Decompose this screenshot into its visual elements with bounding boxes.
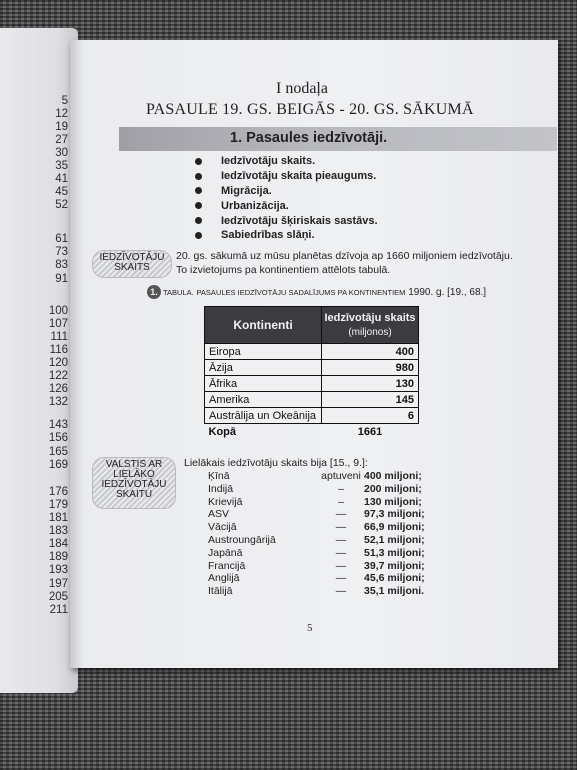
- left-page-number: 169: [48, 459, 68, 471]
- country-name: Japānā: [208, 546, 243, 559]
- list-item: [208, 496, 428, 509]
- country-value: 97,3 miljoni;: [364, 508, 425, 521]
- left-page-number: 132: [48, 396, 68, 408]
- list-item: [208, 585, 428, 598]
- bullet-item: Iedzīvotāju šķiriskais sastāvs.: [195, 213, 378, 228]
- country-mark: —: [335, 521, 347, 534]
- country-mark: —: [335, 585, 347, 598]
- country-name: Vācijā: [208, 521, 237, 534]
- bullet-list: [195, 154, 378, 243]
- left-page-number: 111: [50, 331, 68, 343]
- bullet-item: Migrācija.: [195, 184, 378, 199]
- header-population: Iedzīvotāju skaits (miljonos): [322, 307, 419, 344]
- country-value: 400 miljoni;: [364, 470, 422, 482]
- country-mark: —: [335, 572, 347, 585]
- country-mark: —: [335, 533, 347, 546]
- left-page-number: 193: [48, 564, 68, 576]
- country-value: 45,6 miljoni;: [364, 572, 425, 585]
- country-value: 51,3 miljoni;: [364, 546, 425, 559]
- country-value: 130 miljoni;: [364, 495, 422, 508]
- table-row: Amerika 145: [205, 392, 419, 408]
- left-page-number: 189: [48, 551, 68, 563]
- country-name: Itālijā: [208, 585, 233, 598]
- margin-tag-countries: VALSTIS AR LIELĀKO IEDZĪVOTĀJU SKAITU: [92, 457, 176, 509]
- left-page-number: 5: [61, 95, 68, 107]
- table-number-badge: 1.: [147, 285, 161, 299]
- left-page-number: 179: [48, 499, 68, 511]
- left-page-number: 61: [55, 233, 68, 245]
- left-page-number: 120: [48, 357, 68, 369]
- chapter-heading: I nodaļa: [276, 80, 328, 97]
- country-name: Francijā: [208, 559, 246, 572]
- country-value: 39,7 miljoni;: [364, 559, 425, 572]
- left-page-number: 197: [48, 578, 68, 590]
- list-item: [208, 483, 428, 496]
- list-item: [208, 547, 428, 560]
- left-page-number: 19: [55, 121, 68, 133]
- left-page-number: 176: [48, 486, 68, 498]
- continents-table: [204, 306, 419, 439]
- left-page-number: 122: [48, 370, 68, 382]
- table-row: Austrālija un Okeānija 6: [205, 408, 419, 424]
- left-page-number: 107: [48, 318, 68, 330]
- country-value: 35,1 miljoni.: [364, 585, 425, 598]
- left-page-number: 205: [48, 591, 68, 603]
- bullet-dot-icon: [195, 232, 202, 239]
- list-item: [208, 572, 428, 585]
- left-page-number: 45: [55, 186, 68, 198]
- table-row: Āfrika 130: [205, 376, 419, 392]
- margin-tag-population: IEDZĪVOTĀJU SKAITS: [92, 250, 172, 278]
- country-mark: —: [335, 508, 347, 521]
- list-item: [208, 560, 428, 573]
- country-mark: —: [335, 559, 347, 572]
- table-total-row: Kopā 1661: [208, 425, 383, 438]
- countries-lead: Lielākais iedzīvotāju skaits bija [15., 9.]:: [184, 457, 368, 469]
- country-mark: –: [338, 495, 344, 508]
- list-item: [208, 521, 428, 534]
- country-mark: —: [335, 546, 347, 559]
- left-page-number: 116: [49, 344, 68, 356]
- left-page-number: 211: [49, 604, 68, 616]
- bullet-dot-icon: [195, 173, 202, 180]
- left-page-number: 165: [48, 446, 68, 458]
- country-mark: –: [338, 482, 344, 495]
- list-item: [208, 534, 428, 547]
- bullet-item: Iedzīvotāju skaits.: [195, 154, 378, 169]
- left-page-number: 184: [48, 538, 68, 550]
- country-name: Krievijā: [208, 495, 243, 508]
- left-page-number: 183: [48, 525, 68, 537]
- left-page-number: 100: [48, 305, 68, 317]
- bullet-item: Urbanizācija.: [195, 198, 378, 213]
- left-page-number: 35: [55, 160, 68, 172]
- list-item: [208, 508, 428, 521]
- country-name: ASV: [208, 508, 230, 521]
- left-page-number: 181: [48, 512, 68, 524]
- intro-paragraph: 20. gs. sākumā uz mūsu planētas dzīvoja ap 1660 miljoniem iedzīvotāju. To izvietojums pa kontinentiem attēlots tabulā.: [176, 250, 513, 276]
- main-title: PASAULE 19. GS. BEIGĀS - 20. GS. SĀKUMĀ: [146, 101, 474, 118]
- left-page-number: 30: [55, 147, 68, 159]
- left-page-number: 12: [55, 108, 68, 120]
- page-number: 5: [307, 622, 313, 634]
- country-value: 52,1 miljoni;: [364, 533, 425, 546]
- list-item: [208, 470, 428, 483]
- left-page-number: 143: [48, 419, 68, 431]
- table-header-row: [205, 307, 419, 344]
- left-page-number: 126: [48, 383, 68, 395]
- table-caption: 1. TABULA. PASAULES IEDZĪVOTĀJU SADALĪJUMS PA KONTINENTIEM 1990. g. [19., 68.]: [147, 285, 486, 299]
- section-title: 1. Pasaules iedzīvotāji.: [230, 130, 388, 146]
- left-page-number: 52: [55, 199, 68, 211]
- bullet-dot-icon: [195, 187, 202, 194]
- country-name: Austroungārijā: [208, 533, 276, 546]
- countries-list: [208, 470, 428, 598]
- left-page-number: 73: [55, 246, 68, 258]
- country-name: Ķīnā: [208, 470, 230, 482]
- left-page-number: 41: [55, 173, 68, 185]
- country-value: 200 miljoni;: [364, 482, 422, 495]
- bullet-item: Sabiedrības slāņi.: [195, 228, 378, 243]
- country-mark: aptuveni: [321, 470, 361, 482]
- table-row: Āzija 980: [205, 360, 419, 376]
- bullet-item: Iedzīvotāju skaita pieaugums.: [195, 169, 378, 184]
- bullet-dot-icon: [195, 158, 202, 165]
- header-continents: Kontinenti: [205, 307, 322, 344]
- left-page-number: 83: [55, 259, 68, 271]
- bullet-dot-icon: [195, 202, 202, 209]
- left-page-number: 156: [48, 432, 68, 444]
- country-name: Indijā: [208, 482, 234, 495]
- country-name: Anglijā: [208, 572, 240, 585]
- country-value: 66,9 miljoni;: [364, 521, 425, 534]
- left-page-number: 27: [55, 134, 68, 146]
- table-row: Eiropa 400: [205, 344, 419, 360]
- bullet-dot-icon: [195, 217, 202, 224]
- left-page-number: 91: [55, 273, 68, 285]
